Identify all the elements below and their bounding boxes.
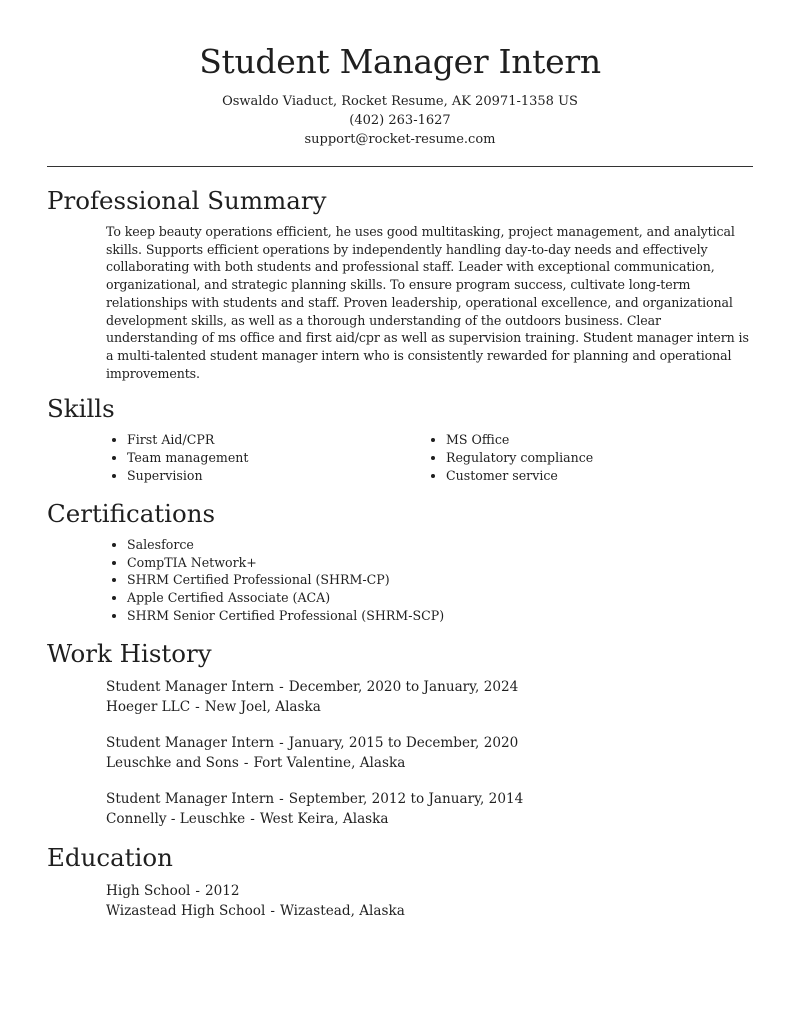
contact-email[interactable]: support@rocket-resume.com	[304, 132, 496, 147]
separator: -	[270, 902, 275, 919]
job-location: West Keira, Alaska	[259, 810, 389, 827]
certifications-list	[106, 536, 753, 625]
education-year: 2012	[204, 882, 240, 899]
separator: -	[195, 698, 200, 715]
skill-item: • Supervision	[127, 467, 425, 485]
candidate-name: Student Manager Intern	[199, 42, 601, 81]
job-role: Student Manager Intern	[106, 790, 275, 807]
work-history-heading: Work History	[47, 638, 212, 668]
skill-item: • Regulatory compliance	[446, 449, 753, 467]
job-location: Fort Valentine, Alaska	[253, 754, 406, 771]
skills-section	[47, 393, 753, 484]
job-title-line	[106, 733, 753, 753]
education-school: Wizastead High School	[106, 902, 266, 919]
separator: -	[243, 754, 249, 771]
certification-item: • CompTIA Network+	[127, 554, 753, 572]
education-degree-line	[106, 881, 753, 901]
summary-section	[47, 185, 753, 382]
job-company: Connelly - Leuschke	[106, 810, 246, 827]
job-company-line	[106, 809, 753, 829]
job-dates: September, 2012 to January, 2014	[288, 790, 524, 807]
education-heading: Education	[47, 842, 173, 872]
skills-list-left	[106, 431, 425, 484]
separator: -	[195, 882, 200, 899]
skill-item: • First Aid/CPR	[127, 431, 425, 449]
certification-item: • Salesforce	[127, 536, 753, 554]
job-location: New Joel, Alaska	[204, 698, 321, 715]
job-entry	[106, 677, 753, 717]
separator: -	[279, 678, 284, 695]
separator: -	[279, 790, 284, 807]
certifications-section	[47, 498, 753, 625]
summary-text: To keep beauty operations efficient, he uses good multitasking, project management, and analytical skills. Supports efficient operations by independently handling day-to-day needs and effectively collaborating with both students and professional staff. Leader with exceptional communication, organizational, and strategic planning skills. To ensure program success, cultivate long-term relationships with students and staff. Proven leadership, operational excellence, and organizational development skills, as well as a thorough understanding of the outdoors business. Clear understanding of ms office and first aid/cpr as well as supervision training. Student manager intern is a multi-talented student manager intern who is consistently rewarded for planning and operational improvements.	[106, 224, 749, 381]
job-company: Hoeger LLC	[106, 698, 191, 715]
contact-address: Oswaldo Viaduct, Rocket Resume, AK 20971-1358 US	[222, 94, 578, 109]
job-title-line	[106, 789, 753, 809]
job-role: Student Manager Intern	[106, 734, 275, 751]
job-company-line	[106, 697, 753, 717]
resume-header	[47, 0, 753, 149]
separator: -	[250, 810, 255, 827]
certification-item: • SHRM Certified Professional (SHRM-CP)	[127, 571, 753, 589]
skills-heading: Skills	[47, 394, 115, 424]
certification-item: • Apple Certified Associate (ACA)	[127, 589, 753, 607]
education-degree: High School	[106, 882, 191, 899]
skill-item: • Customer service	[446, 467, 753, 485]
education-school-line	[106, 901, 753, 921]
job-entry	[106, 733, 753, 773]
summary-heading: Professional Summary	[47, 186, 327, 215]
job-company: Leuschke and Sons	[106, 754, 239, 771]
job-company-line	[106, 753, 753, 773]
separator: -	[279, 734, 284, 751]
contact-block	[47, 92, 753, 149]
skills-list-right	[425, 431, 753, 484]
education-section	[47, 842, 753, 921]
certifications-heading: Certifications	[47, 498, 216, 528]
job-dates: December, 2020 to January, 2024	[288, 678, 519, 695]
work-history-section	[47, 638, 753, 829]
skill-item: • MS Office	[446, 431, 753, 449]
education-location: Wizastead, Alaska	[279, 902, 405, 919]
contact-phone: (402) 263-1627	[349, 113, 451, 128]
job-entry	[106, 789, 753, 829]
job-title-line	[106, 677, 753, 697]
job-dates: January, 2015 to December, 2020	[288, 734, 519, 751]
certification-item: • SHRM Senior Certified Professional (SHRM-SCP)	[127, 607, 753, 625]
header-divider	[47, 166, 753, 167]
job-role: Student Manager Intern	[106, 678, 275, 695]
skill-item: • Team management	[127, 449, 425, 467]
